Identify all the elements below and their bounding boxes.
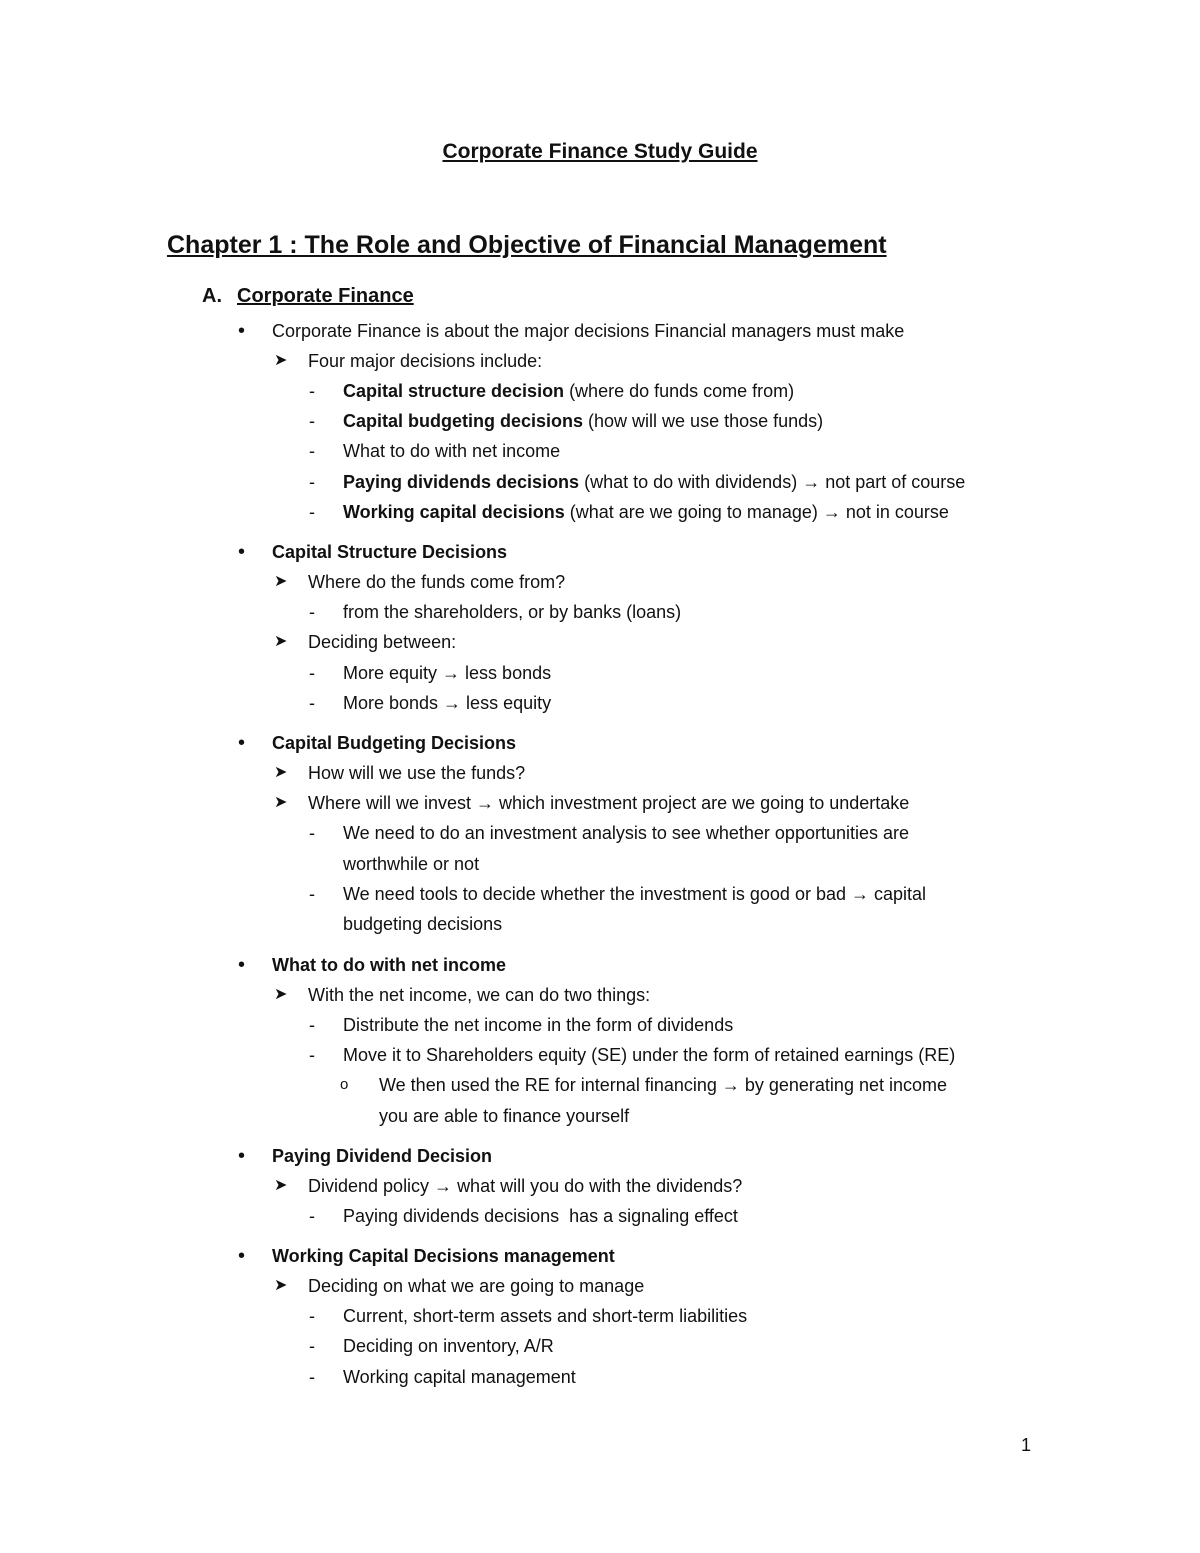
bullet-text: What to do with net income <box>272 955 506 975</box>
dash-item <box>309 470 966 494</box>
dash-icon: - <box>309 1045 315 1065</box>
circle-bullet-icon: o <box>340 1076 349 1093</box>
arrowhead-bullet-icon: ➤ <box>274 573 288 590</box>
dash-item <box>309 882 927 906</box>
sub-item <box>274 1174 743 1198</box>
bullet-item <box>238 319 905 343</box>
sub-item-text: With the net income, we can do two things: <box>308 985 651 1005</box>
bullet-item <box>238 1244 615 1268</box>
dash-icon: - <box>309 1367 315 1387</box>
sub-item-text: Where do the funds come from? <box>308 572 566 592</box>
arrowhead-bullet-icon: ➤ <box>274 986 288 1003</box>
dash-icon: - <box>309 502 315 522</box>
dash-icon: - <box>309 1336 315 1356</box>
dash-item-text: Paying dividends decisions has a signaling effect <box>343 1206 738 1226</box>
bullet-icon: • <box>238 320 246 342</box>
dash-item-bold: Paying dividends decisions <box>343 472 580 492</box>
dash-icon: - <box>309 1306 315 1326</box>
dash-item <box>309 1304 748 1328</box>
dash-item <box>309 409 824 433</box>
dash-icon: - <box>309 663 315 683</box>
bullet-item <box>238 731 517 755</box>
sub-item-text: How will we use the funds? <box>308 763 526 783</box>
section-mark: A. <box>202 285 222 307</box>
bullet-text: Paying Dividend Decision <box>272 1146 493 1166</box>
bullet-item <box>238 540 508 564</box>
bullet-icon: • <box>238 1245 246 1267</box>
bullet-icon: • <box>238 954 246 976</box>
dash-item <box>309 379 795 403</box>
bullet-text: Working Capital Decisions management <box>272 1246 615 1266</box>
circle-item <box>340 1073 948 1097</box>
dash-icon: - <box>309 602 315 622</box>
dash-item-bold: Capital budgeting decisions <box>343 411 584 431</box>
bullet-text: Corporate Finance is about the major decisions Financial managers must make <box>272 321 905 341</box>
dash-item-text: Current, short-term assets and short-term liabilities <box>343 1306 748 1326</box>
arrowhead-bullet-icon: ➤ <box>274 352 288 369</box>
arrowhead-bullet-icon: ➤ <box>274 1277 288 1294</box>
circle-item-text: We then used the RE for internal financing → by generating net income <box>379 1075 948 1095</box>
dash-icon: - <box>309 472 315 492</box>
page-number: 1 <box>1021 1435 1032 1455</box>
dash-icon: - <box>309 693 315 713</box>
sub-item-text: Where will we invest → which investment project are we going to undertake <box>308 793 910 813</box>
dash-icon: - <box>309 884 315 904</box>
sub-item <box>274 791 910 815</box>
arrowhead-bullet-icon: ➤ <box>274 794 288 811</box>
bullet-icon: • <box>238 1145 246 1167</box>
dash-item <box>309 821 910 845</box>
dash-item <box>309 661 552 685</box>
bullet-text: Capital Structure Decisions <box>272 542 508 562</box>
dash-item-text: Move it to Shareholders equity (SE) under the form of retained earnings (RE) <box>343 1045 956 1065</box>
dash-item-text: We need tools to decide whether the investment is good or bad → capital <box>343 884 927 904</box>
arrowhead-bullet-icon: ➤ <box>274 764 288 781</box>
sub-item-text: Deciding between: <box>308 632 457 652</box>
dash-item-text: Distribute the net income in the form of dividends <box>343 1015 734 1035</box>
dash-item-bold: Capital structure decision <box>343 381 565 401</box>
dash-item <box>309 1013 734 1037</box>
dash-item <box>309 1334 554 1358</box>
sub-item <box>274 570 566 594</box>
dash-item <box>309 691 552 715</box>
sub-item <box>274 1274 645 1298</box>
section-heading <box>202 285 414 308</box>
dash-item-text: (what are we going to manage) → not in course <box>564 502 949 522</box>
sub-item <box>274 630 457 654</box>
bullet-icon: • <box>238 732 246 754</box>
sub-item <box>274 983 651 1007</box>
dash-item <box>309 1204 738 1228</box>
dash-item <box>309 600 682 624</box>
document-title: Corporate Finance Study Guide <box>442 140 758 163</box>
sub-item-text: Dividend policy → what will you do with the dividends? <box>308 1176 743 1196</box>
dash-item-text: from the shareholders, or by banks (loans) <box>343 602 682 622</box>
dash-item-text: (what to do with dividends) → not part of course <box>579 472 966 492</box>
arrowhead-bullet-icon: ➤ <box>274 1177 288 1194</box>
dash-icon: - <box>309 1015 315 1035</box>
dash-item-continuation: budgeting decisions <box>343 914 503 934</box>
dash-icon: - <box>309 1206 315 1226</box>
dash-item <box>309 1365 576 1389</box>
section-title: Corporate Finance <box>237 285 414 307</box>
circle-item-continuation: you are able to finance yourself <box>379 1106 630 1126</box>
dash-item-continuation: worthwhile or not <box>343 854 480 874</box>
dash-item-text: Working capital management <box>343 1367 576 1387</box>
bullet-text: Capital Budgeting Decisions <box>272 733 517 753</box>
dash-item-text: More equity → less bonds <box>343 663 552 683</box>
bullet-item <box>238 1144 493 1168</box>
dash-item-text: Deciding on inventory, A/R <box>343 1336 554 1356</box>
dash-item-text: More bonds → less equity <box>343 693 552 713</box>
dash-icon: - <box>309 823 315 843</box>
dash-item <box>309 439 561 463</box>
dash-item-text: What to do with net income <box>343 441 561 461</box>
dash-item-text: (where do funds come from) <box>564 381 795 401</box>
arrowhead-bullet-icon: ➤ <box>274 633 288 650</box>
bullet-item <box>238 953 506 977</box>
chapter-heading: Chapter 1 : The Role and Objective of Financial Management <box>167 231 887 259</box>
dash-item <box>309 1043 956 1067</box>
sub-item <box>274 349 543 373</box>
sub-item-text: Deciding on what we are going to manage <box>308 1276 645 1296</box>
dash-item-text: (how will we use those funds) <box>583 411 824 431</box>
sub-item-text: Four major decisions include: <box>308 351 543 371</box>
dash-icon: - <box>309 381 315 401</box>
dash-icon: - <box>309 411 315 431</box>
dash-item-bold: Working capital decisions <box>343 502 565 522</box>
dash-icon: - <box>309 441 315 461</box>
dash-item <box>309 500 949 524</box>
sub-item <box>274 761 526 785</box>
dash-item-text: We need to do an investment analysis to see whether opportunities are <box>343 823 910 843</box>
bullet-icon: • <box>238 541 246 563</box>
